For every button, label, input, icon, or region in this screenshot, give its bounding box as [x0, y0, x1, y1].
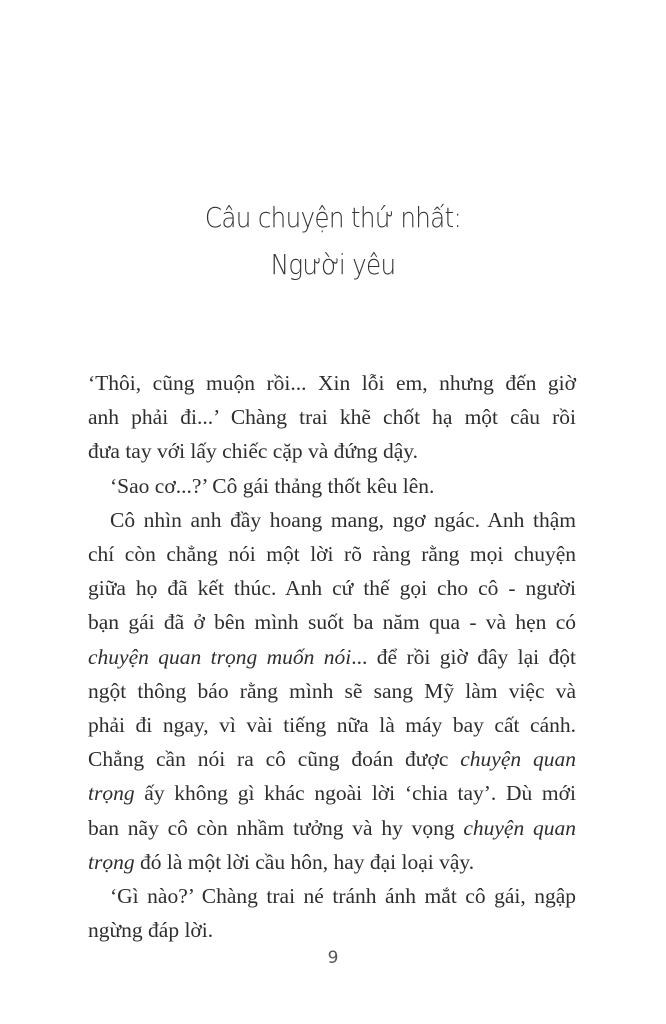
text-run: ‘Sao cơ...?’ Cô gái thảng thốt kêu lên.: [110, 473, 435, 498]
chapter-body: [88, 366, 576, 947]
text-run: giữa họ đã kết thúc. Anh cứ thế gọi cho cô - người: [88, 576, 576, 601]
text-run: Cô nhìn anh đầy hoang mang, ngơ ngác. Anh thậm: [110, 507, 576, 532]
text-run: ... để rồi giờ đây lại đột: [351, 644, 577, 669]
emphasis-text: chuyện quan trọng muốn nói: [88, 644, 352, 669]
text-line: [88, 742, 576, 776]
text-line: [88, 400, 576, 434]
text-line: [88, 434, 576, 468]
paragraph: [88, 879, 576, 947]
text-run: anh phải đi...’ Chàng trai khẽ chốt hạ một câu rồi: [88, 405, 576, 430]
chapter-title-line-2: Người yêu: [270, 248, 396, 281]
text-line: [88, 879, 576, 913]
text-run: ban nãy cô còn nhầm tưởng và hy vọng: [88, 815, 464, 840]
text-run: chí còn chẳng nói một lời rõ ràng rằng mọi chuyện: [88, 542, 576, 567]
text-line: [88, 674, 576, 708]
emphasis-text: trọng: [88, 849, 135, 874]
text-line: [88, 469, 576, 503]
text-run: ngừng đáp lời.: [88, 918, 214, 943]
text-run: ‘Gì nào?’ Chàng trai né tránh ánh mắt cô gái, ngập: [110, 884, 576, 909]
text-line: [88, 571, 576, 605]
chapter-title-line-1: Câu chuyện thứ nhất:: [204, 201, 462, 234]
text-line: [88, 605, 576, 639]
text-line: [88, 640, 576, 674]
text-line: [88, 503, 576, 537]
text-line: [88, 708, 576, 742]
text-line: [88, 776, 576, 810]
paragraph: [88, 503, 576, 879]
paragraph: [88, 469, 576, 503]
page-number: 9: [327, 948, 339, 968]
emphasis-text: chuyện quan: [460, 747, 576, 772]
text-line: [88, 845, 576, 879]
text-line: [88, 811, 576, 845]
text-run: phải đi ngay, vì vài tiếng nữa là máy bay cất cánh.: [88, 713, 576, 738]
text-run: ấy không gì khác ngoài lời ‘chia tay’. Dù mới: [134, 781, 576, 806]
text-run: Chẳng cần nói ra cô cũng đoán được: [88, 747, 461, 772]
emphasis-text: trọng: [88, 781, 135, 806]
text-run: đưa tay với lấy chiếc cặp và đứng dậy.: [88, 439, 418, 464]
text-run: bạn gái đã ở bên mình suốt ba năm qua - và hẹn có: [88, 610, 576, 635]
text-line: [88, 366, 576, 400]
emphasis-text: chuyện quan: [463, 815, 576, 840]
text-run: ‘Thôi, cũng muộn rồi... Xin lỗi em, nhưng đến giờ: [88, 371, 576, 395]
chapter-title: [0, 194, 666, 288]
text-line: [88, 913, 576, 947]
text-run: đó là một lời cầu hôn, hay đại loại vậy.: [134, 849, 475, 874]
text-run: ngột thông báo rằng mình sẽ sang Mỹ làm việc và: [88, 678, 576, 703]
text-line: [88, 537, 576, 571]
paragraph: [88, 366, 576, 469]
